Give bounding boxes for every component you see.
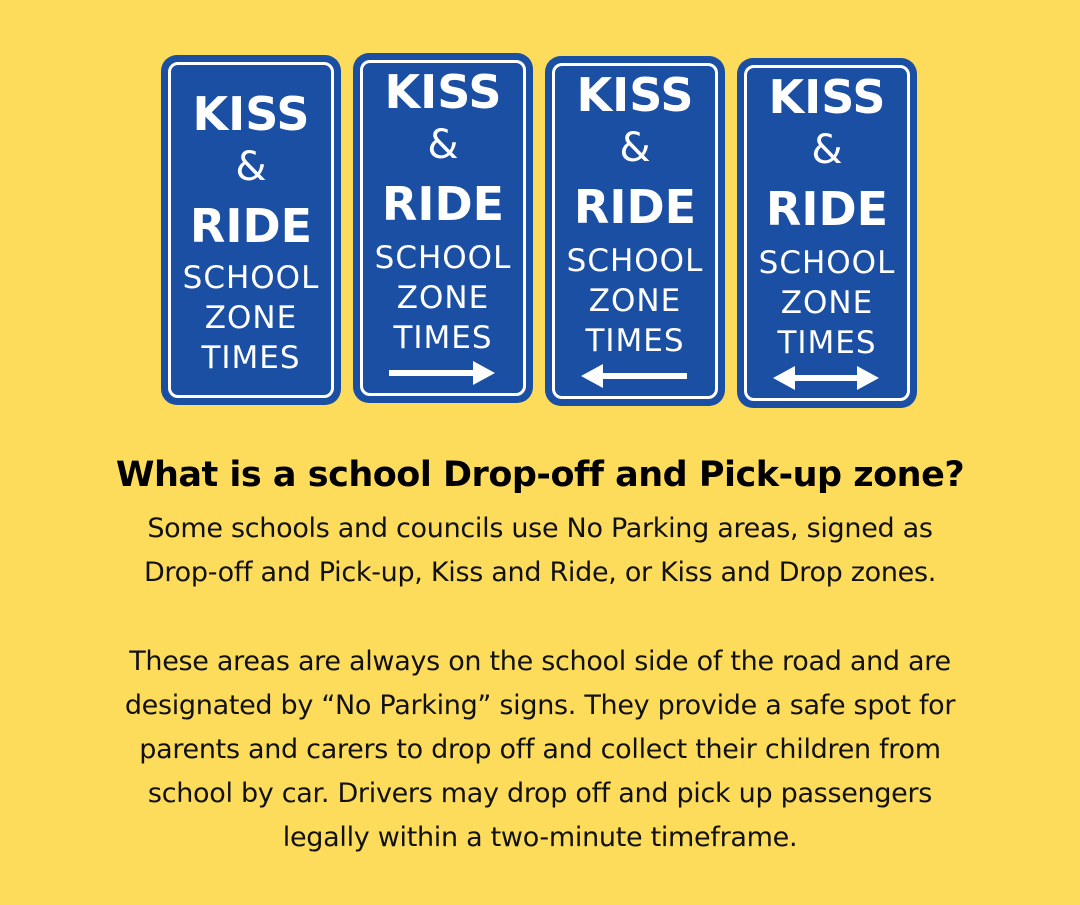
- left-arrow-icon: [581, 364, 687, 388]
- sign-text-kiss: KISS: [576, 68, 694, 122]
- kiss-ride-sign-right-arrow: [355, 55, 531, 401]
- sign-text-kiss: KISS: [192, 87, 310, 141]
- sign-text-zone: ZONE: [396, 280, 490, 316]
- paragraph-line: Drop-off and Pick-up, Kiss and Ride, or Kiss and Drop zones.: [143, 557, 937, 588]
- kiss-ride-sign-double-arrow: [739, 60, 915, 406]
- paragraph-line: school by car. Drivers may drop off and pick up passengers: [147, 778, 933, 809]
- paragraph-line: legally within a two-minute timeframe.: [282, 822, 798, 853]
- right-arrow-icon: [389, 361, 495, 385]
- sign-text-kiss: KISS: [384, 65, 502, 119]
- paragraph-line: These areas are always on the school side of the road and are: [129, 646, 951, 677]
- sign-text-ampersand: &: [427, 122, 459, 168]
- sign-text-zone: ZONE: [588, 283, 682, 319]
- sign-text-ampersand: &: [235, 144, 267, 190]
- sign-text-ampersand: &: [619, 125, 651, 171]
- sign-text-kiss: KISS: [768, 70, 886, 124]
- sign-text-ride: RIDE: [573, 180, 697, 234]
- double-arrow-icon: [773, 366, 879, 390]
- kiss-ride-sign-left-arrow: [547, 58, 723, 404]
- sign-text-times: TIMES: [777, 325, 877, 361]
- sign-text-school: SCHOOL: [374, 240, 512, 276]
- sign-text-school: SCHOOL: [182, 260, 320, 296]
- intro-paragraph: [40, 507, 1040, 595]
- sign-text-ampersand: &: [811, 127, 843, 173]
- sign-text-times: TIMES: [393, 320, 493, 356]
- paragraph-line: Some schools and councils use No Parking areas, signed as: [147, 513, 933, 544]
- page-heading: What is a school Drop-off and Pick-up zone?: [115, 455, 965, 495]
- kiss-ride-sign-no-arrow: [163, 57, 339, 403]
- paragraph-line: designated by “No Parking” signs. They provide a safe spot for: [124, 690, 956, 721]
- sign-text-school: SCHOOL: [566, 243, 704, 279]
- sign-text-times: TIMES: [585, 323, 685, 359]
- paragraph-line: parents and carers to drop off and collect their children from: [139, 734, 941, 765]
- sign-text-school: SCHOOL: [758, 245, 896, 281]
- sign-text-ride: RIDE: [381, 177, 505, 231]
- sign-text-times: TIMES: [201, 340, 301, 376]
- kiss-and-ride-signs: [0, 0, 1080, 420]
- sign-text-ride: RIDE: [765, 182, 889, 236]
- sign-text-zone: ZONE: [204, 300, 298, 336]
- details-paragraph: [40, 640, 1040, 860]
- sign-text-ride: RIDE: [189, 199, 313, 253]
- sign-text-zone: ZONE: [780, 285, 874, 321]
